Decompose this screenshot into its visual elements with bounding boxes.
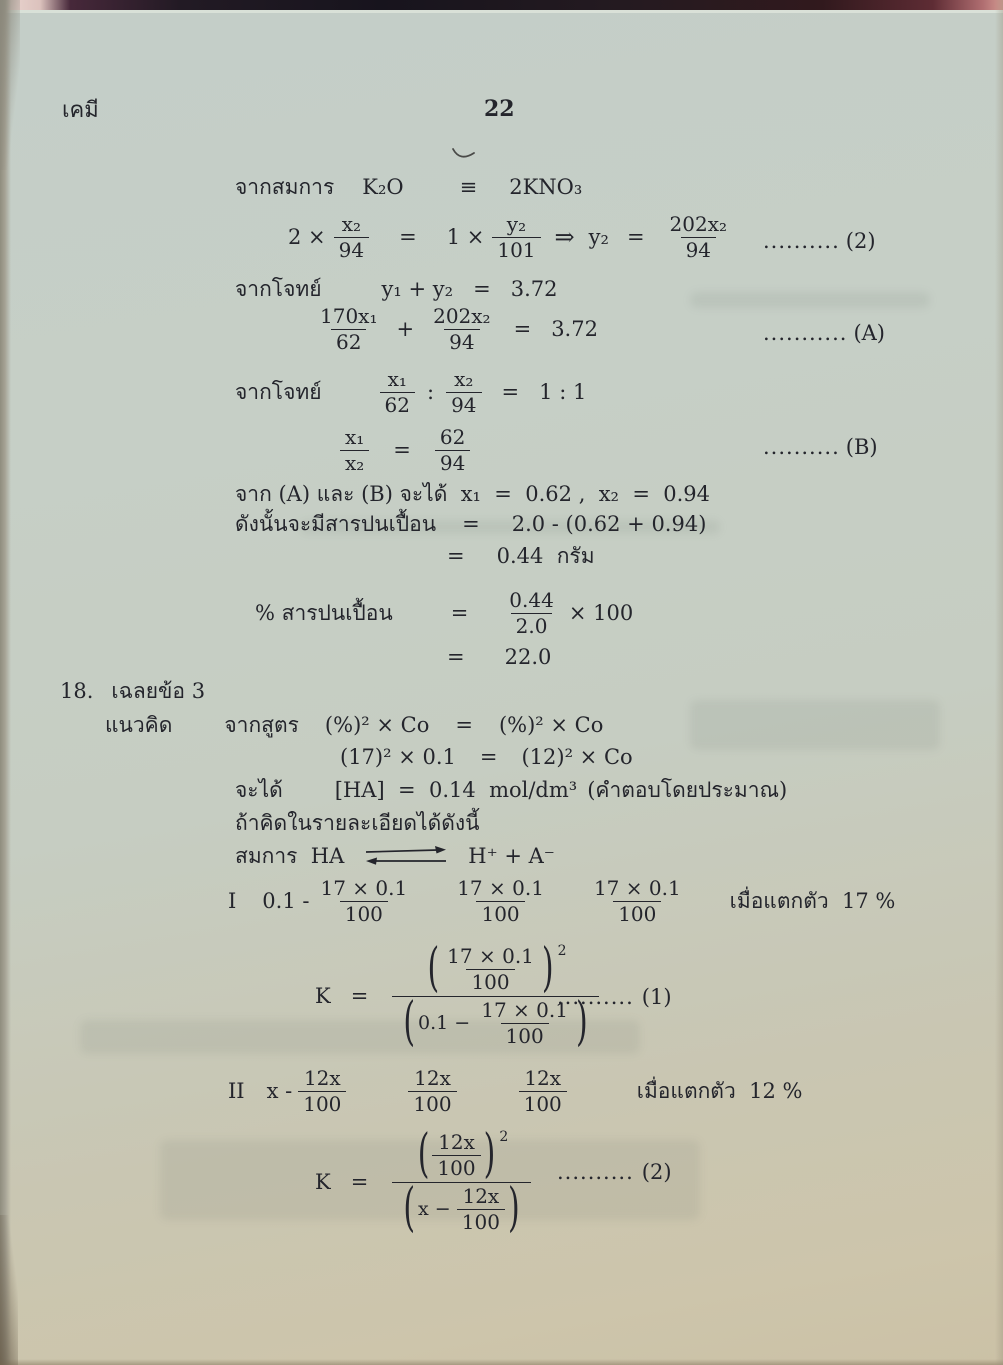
fraction-denominator: 94 [446, 392, 481, 417]
fraction [446, 368, 481, 417]
formula-lhs: K₂O [362, 175, 404, 199]
percent-result-line [447, 640, 551, 674]
math-expression: 0.1 - [262, 889, 310, 913]
variable: K [315, 984, 331, 1008]
fraction-numerator: 12x [414, 1065, 451, 1090]
percent-line [255, 584, 633, 642]
header-subject [62, 92, 99, 126]
math-expression: [HA] = 0.14 mol/dm³ [334, 778, 578, 802]
approach-label: แนวคิด [105, 712, 173, 737]
fraction-denominator: 100 [457, 1209, 505, 1234]
fraction-numerator: 17 × 0.1 [481, 997, 568, 1022]
implies-arrow: ⇒ [554, 223, 575, 251]
roman-numeral: I [228, 889, 237, 913]
fraction-denominator: 100 [476, 901, 524, 926]
fraction-numerator: x₂ [454, 366, 474, 391]
fraction-denominator: 100 [501, 1023, 549, 1048]
fraction-numerator: x₁ [345, 424, 365, 449]
math-expression: 0.1 − [418, 1012, 477, 1034]
page-top-highlight [0, 10, 1003, 13]
fraction [428, 305, 495, 354]
equals-sign: = [462, 512, 480, 536]
open-paren: ( [427, 937, 440, 999]
math-expression: x − [418, 1198, 457, 1220]
math-expression: H⁺ + A⁻ [468, 844, 555, 868]
open-paren: ( [417, 1123, 430, 1185]
math-expression: (17)² × 0.1 [340, 745, 456, 769]
page-number [484, 92, 515, 126]
problem-title: เฉลยข้อ 3 [111, 678, 206, 703]
math-expression: จาก (A) และ (B) จะได้ x₁ = 0.62 , x₂ = 0.94 [235, 481, 711, 506]
fraction-numerator: 12x [524, 1065, 562, 1090]
exponent: 2 [557, 942, 567, 959]
plus-sign: + [396, 317, 415, 341]
fraction [408, 1067, 456, 1116]
open-paren: ( [403, 1177, 416, 1239]
thai-note: (คำตอบโดยประมาณ) [587, 777, 788, 802]
equation-ref [763, 224, 876, 258]
fraction-denominator: 100 [408, 1091, 456, 1116]
thai-note: เมื่อแตกตัว 17 % [729, 888, 896, 913]
equals-sign: = [399, 225, 417, 249]
fraction-numerator: x₁ [387, 366, 407, 391]
fraction-denominator: 101 [492, 237, 540, 262]
math-expression: (12)² × Co [521, 745, 633, 769]
fraction [492, 213, 540, 262]
ratio-line [235, 363, 586, 421]
fraction-numerator: 12x [462, 1183, 500, 1208]
variable: y₂ [588, 225, 609, 249]
substitution-line [340, 740, 633, 774]
math-expression: 0.44 กรัม [496, 543, 595, 568]
detail-line [235, 806, 480, 840]
fraction-denominator: 94 [444, 329, 479, 354]
ref-number: (1) [641, 985, 672, 1009]
close-paren: ) [575, 991, 588, 1053]
ref-number: (2) [641, 1160, 672, 1184]
colon-sign: : [427, 380, 435, 404]
fraction [504, 589, 559, 638]
fraction [298, 1067, 346, 1116]
equilibrium-arrows-icon [362, 844, 450, 868]
problem-number: 18. [60, 679, 94, 703]
close-paren: ) [541, 937, 554, 999]
dotted-leader: .......... [557, 1160, 634, 1184]
problem-heading [60, 674, 205, 708]
fraction-denominator: 94 [681, 237, 716, 262]
fraction-denominator: 100 [298, 1091, 346, 1116]
thai-label: จะได้ [235, 777, 283, 802]
close-paren: ) [483, 1123, 496, 1185]
page-corner-shadow-tl [0, 0, 20, 170]
result-line [235, 773, 787, 807]
ref-number: (2) [845, 229, 876, 253]
fraction-numerator: 17 × 0.1 [447, 943, 534, 968]
dotted-leader: .......... [763, 435, 840, 459]
close-paren: ) [507, 1177, 520, 1239]
fraction-denominator: 62 [331, 329, 366, 354]
fraction-numerator: 202x₂ [669, 211, 728, 236]
page-right-shadow [995, 0, 1003, 1365]
math-expression: x - [266, 1079, 293, 1103]
fraction-denominator: 100 [466, 969, 514, 994]
big-fraction [392, 1123, 530, 1239]
thai-label: จากโจทย์ [235, 276, 322, 301]
fraction-numerator: 17 × 0.1 [320, 875, 408, 900]
fraction [315, 305, 382, 354]
equilibrium-line [235, 836, 555, 876]
fraction-numerator: y₂ [506, 211, 527, 236]
fraction-numerator: 0.44 [509, 587, 554, 612]
thai-text: ถ้าคิดในรายละเอียดได้ดังนี้ [235, 810, 480, 835]
equals-sign: = [455, 713, 473, 737]
bleed-through-smudge [690, 700, 940, 750]
thai-label: % สารปนเปื้อน [255, 600, 393, 625]
fraction-denominator: 100 [432, 1155, 480, 1180]
fraction [589, 877, 686, 926]
fraction [435, 426, 470, 475]
exponent: 2 [499, 1128, 509, 1145]
math-expression: × 100 [568, 601, 634, 625]
fraction [315, 877, 412, 926]
math-expression: = 3.72 [513, 317, 598, 341]
binding-edge [0, 0, 11, 1365]
fraction [519, 1067, 567, 1116]
equation-ref [557, 1155, 672, 1189]
big-fraction-denominator [392, 1177, 530, 1239]
fraction-denominator: 94 [435, 450, 470, 475]
fraction-denominator: 100 [519, 1091, 567, 1116]
dotted-leader: ........... [763, 321, 848, 345]
equals-sign: = [350, 1170, 369, 1194]
equals-sign: = [393, 438, 411, 462]
equiv-sign: ≡ [459, 175, 478, 199]
impurity-result-line [447, 539, 595, 573]
fraction [340, 426, 369, 475]
equals-sign: = [447, 645, 465, 669]
equation-ref [557, 980, 672, 1014]
big-fraction-numerator [407, 1123, 517, 1185]
math-expression: 22.0 [504, 645, 552, 669]
thai-note: เมื่อแตกตัว 12 % [636, 1078, 803, 1103]
ref-number: (B) [845, 435, 878, 459]
page-corner-shadow-bl [0, 1215, 18, 1365]
fraction [457, 1185, 505, 1234]
roman-numeral: II [228, 1079, 245, 1103]
fraction [452, 877, 549, 926]
fraction-denominator: x₂ [340, 450, 369, 475]
thai-label: จากโจทย์ [235, 379, 322, 404]
dotted-leader: .......... [763, 229, 840, 253]
fraction-numerator: 62 [439, 424, 466, 449]
fraction-denominator: 62 [380, 392, 415, 417]
dotted-leader: .......... [557, 985, 634, 1009]
thai-label: สมการ HA [235, 843, 345, 868]
equals-sign: = [350, 984, 369, 1008]
fraction-numerator: 170x₁ [320, 303, 378, 328]
math-expression: = 1 : 1 [501, 380, 587, 404]
big-fraction-numerator [416, 937, 574, 999]
equation-ref [763, 316, 885, 350]
fraction-denominator: 94 [334, 237, 369, 262]
mole-ratio-line [288, 208, 732, 266]
math-expression: y₁ + y₂ = 3.72 [381, 277, 558, 301]
impurity-line [235, 507, 706, 541]
thai-label: จากสูตร [224, 712, 299, 737]
open-paren: ( [403, 991, 416, 1053]
variable: K [315, 1170, 331, 1194]
ref-number: (A) [853, 321, 885, 345]
fraction [665, 213, 732, 262]
equals-sign: = [626, 225, 645, 249]
fraction-denominator: 100 [340, 901, 388, 926]
fraction-denominator: 2.0 [511, 613, 553, 638]
fraction-numerator: x₂ [341, 211, 362, 236]
fraction [380, 368, 415, 417]
formula-line [105, 708, 603, 742]
equation-ref [763, 430, 878, 464]
coefficient: 1 × [446, 225, 485, 249]
equals-sign: = [450, 601, 469, 625]
fraction-numerator: 12x [303, 1065, 341, 1090]
scan-top-edge [0, 0, 1003, 10]
fraction-numerator: 17 × 0.1 [593, 875, 681, 900]
fraction-numerator: 202x₂ [433, 303, 491, 328]
ratio-result-line [340, 418, 470, 482]
fraction-numerator: 12x [438, 1129, 475, 1154]
fraction [442, 945, 539, 994]
sum-line [315, 300, 598, 358]
fraction [334, 213, 369, 262]
subject-label: เคมี [62, 97, 99, 123]
math-expression: (%)² × Co [498, 713, 604, 737]
fraction-numerator: 17 × 0.1 [457, 875, 544, 900]
fraction [432, 1131, 480, 1180]
math-expression: (%)² × Co [324, 713, 430, 737]
fraction-denominator: 100 [613, 901, 661, 926]
k2-equation [315, 1122, 531, 1242]
case2-line [228, 1062, 802, 1120]
math-expression: 2.0 - (0.62 + 0.94) [511, 512, 707, 536]
equals-sign: = [479, 745, 498, 769]
equation-line [235, 170, 582, 204]
page-number-text: 22 [484, 96, 515, 122]
formula-rhs: 2KNO₃ [509, 175, 583, 199]
pencil-check-mark [450, 146, 478, 164]
equals-sign: = [447, 544, 465, 568]
thai-label: ดังนั้นจะมีสารปนเปื้อน [235, 511, 437, 536]
solve-line [235, 477, 710, 511]
thai-label: จากสมการ [235, 174, 335, 199]
bleed-through-smudge [690, 292, 930, 308]
case1-line [228, 872, 895, 930]
coefficient: 2 × [288, 225, 326, 249]
page-bottom-shadow [0, 1359, 1003, 1365]
